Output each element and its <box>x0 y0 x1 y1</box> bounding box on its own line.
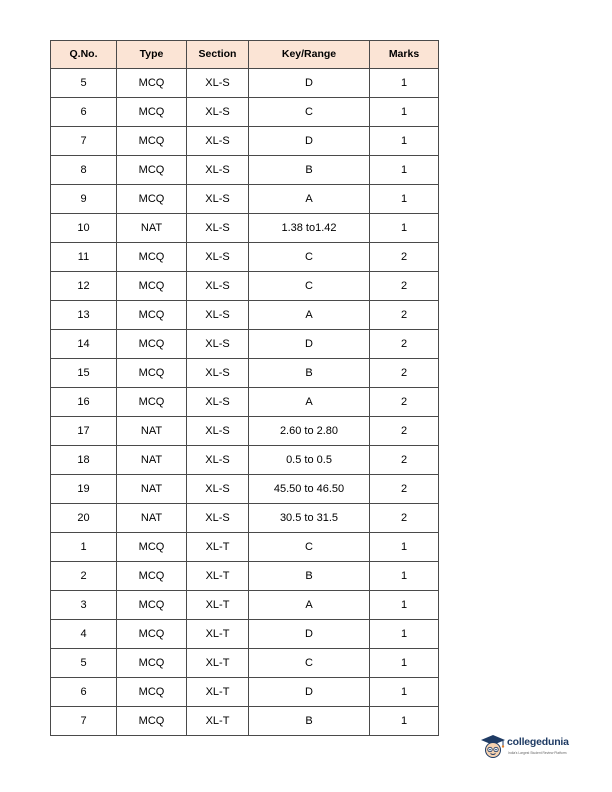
cell-qno: 4 <box>51 620 117 649</box>
cell-qno: 5 <box>51 69 117 98</box>
cell-section: XL-S <box>187 446 249 475</box>
header-key-range: Key/Range <box>249 41 370 69</box>
table-row <box>51 620 439 649</box>
cell-key-range: C <box>249 649 370 678</box>
table-row <box>51 243 439 272</box>
cell-type: MCQ <box>117 591 187 620</box>
table-row <box>51 359 439 388</box>
cell-marks: 1 <box>370 98 439 127</box>
cell-section: XL-S <box>187 243 249 272</box>
table-row <box>51 330 439 359</box>
cell-qno: 14 <box>51 330 117 359</box>
cell-type: MCQ <box>117 272 187 301</box>
table-row <box>51 533 439 562</box>
graduate-mascot-icon <box>480 733 506 759</box>
cell-qno: 2 <box>51 562 117 591</box>
cell-section: XL-S <box>187 301 249 330</box>
table-row <box>51 388 439 417</box>
cell-section: XL-S <box>187 98 249 127</box>
cell-type: MCQ <box>117 707 187 736</box>
cell-type: MCQ <box>117 678 187 707</box>
cell-key-range: C <box>249 243 370 272</box>
table-row <box>51 475 439 504</box>
table-header-row <box>51 41 439 69</box>
cell-qno: 7 <box>51 127 117 156</box>
cell-marks: 1 <box>370 562 439 591</box>
cell-section: XL-T <box>187 591 249 620</box>
cell-section: XL-S <box>187 359 249 388</box>
cell-marks: 2 <box>370 359 439 388</box>
logo-tagline: India's Largest Student Review Platform <box>508 751 567 755</box>
cell-qno: 15 <box>51 359 117 388</box>
header-marks: Marks <box>370 41 439 69</box>
cell-marks: 1 <box>370 533 439 562</box>
cell-key-range: 45.50 to 46.50 <box>249 475 370 504</box>
cell-key-range: 1.38 to1.42 <box>249 214 370 243</box>
cell-type: MCQ <box>117 156 187 185</box>
cell-section: XL-T <box>187 707 249 736</box>
cell-marks: 2 <box>370 272 439 301</box>
cell-section: XL-S <box>187 127 249 156</box>
cell-qno: 9 <box>51 185 117 214</box>
table-row <box>51 69 439 98</box>
cell-qno: 6 <box>51 678 117 707</box>
cell-key-range: D <box>249 69 370 98</box>
cell-section: XL-T <box>187 649 249 678</box>
cell-section: XL-S <box>187 272 249 301</box>
cell-qno: 20 <box>51 504 117 533</box>
cell-marks: 2 <box>370 330 439 359</box>
cell-type: MCQ <box>117 330 187 359</box>
cell-section: XL-S <box>187 330 249 359</box>
cell-type: MCQ <box>117 533 187 562</box>
cell-type: MCQ <box>117 127 187 156</box>
collegedunia-logo <box>480 732 600 762</box>
cell-section: XL-S <box>187 185 249 214</box>
cell-marks: 1 <box>370 156 439 185</box>
cell-qno: 12 <box>51 272 117 301</box>
table-row <box>51 562 439 591</box>
table-row <box>51 98 439 127</box>
cell-key-range: B <box>249 156 370 185</box>
cell-section: XL-T <box>187 678 249 707</box>
cell-section: XL-S <box>187 388 249 417</box>
cell-section: XL-T <box>187 533 249 562</box>
table-row <box>51 649 439 678</box>
cell-marks: 2 <box>370 446 439 475</box>
cell-marks: 2 <box>370 475 439 504</box>
cell-type: NAT <box>117 475 187 504</box>
cell-section: XL-S <box>187 156 249 185</box>
cell-key-range: B <box>249 359 370 388</box>
cell-type: NAT <box>117 446 187 475</box>
cell-key-range: A <box>249 301 370 330</box>
cell-key-range: B <box>249 707 370 736</box>
cell-qno: 7 <box>51 707 117 736</box>
cell-marks: 1 <box>370 620 439 649</box>
header-qno: Q.No. <box>51 41 117 69</box>
cell-key-range: C <box>249 272 370 301</box>
cell-type: NAT <box>117 417 187 446</box>
table-row <box>51 156 439 185</box>
cell-marks: 1 <box>370 69 439 98</box>
cell-qno: 1 <box>51 533 117 562</box>
cell-key-range: A <box>249 185 370 214</box>
cell-type: MCQ <box>117 301 187 330</box>
header-section: Section <box>187 41 249 69</box>
cell-marks: 2 <box>370 417 439 446</box>
table-row <box>51 707 439 736</box>
cell-key-range: B <box>249 562 370 591</box>
cell-marks: 1 <box>370 591 439 620</box>
cell-qno: 8 <box>51 156 117 185</box>
cell-qno: 17 <box>51 417 117 446</box>
cell-key-range: A <box>249 591 370 620</box>
table-row <box>51 678 439 707</box>
cell-marks: 1 <box>370 707 439 736</box>
cell-key-range: A <box>249 388 370 417</box>
table-row <box>51 504 439 533</box>
cell-type: MCQ <box>117 359 187 388</box>
cell-type: MCQ <box>117 243 187 272</box>
cell-type: MCQ <box>117 185 187 214</box>
cell-type: MCQ <box>117 98 187 127</box>
answer-key-table <box>50 40 439 736</box>
cell-key-range: C <box>249 533 370 562</box>
table-row <box>51 127 439 156</box>
cell-qno: 19 <box>51 475 117 504</box>
cell-type: MCQ <box>117 562 187 591</box>
cell-section: XL-S <box>187 475 249 504</box>
logo-wordmark: collegedunia <box>507 736 569 748</box>
cell-marks: 2 <box>370 504 439 533</box>
cell-qno: 11 <box>51 243 117 272</box>
cell-key-range: 0.5 to 0.5 <box>249 446 370 475</box>
cell-section: XL-T <box>187 620 249 649</box>
cell-key-range: D <box>249 330 370 359</box>
cell-key-range: D <box>249 127 370 156</box>
table-row <box>51 272 439 301</box>
table-row <box>51 417 439 446</box>
cell-section: XL-S <box>187 69 249 98</box>
cell-type: MCQ <box>117 69 187 98</box>
cell-section: XL-T <box>187 562 249 591</box>
cell-marks: 1 <box>370 185 439 214</box>
cell-qno: 10 <box>51 214 117 243</box>
cell-marks: 2 <box>370 301 439 330</box>
cell-type: MCQ <box>117 620 187 649</box>
cell-qno: 18 <box>51 446 117 475</box>
cell-marks: 2 <box>370 388 439 417</box>
cell-marks: 1 <box>370 649 439 678</box>
cell-qno: 16 <box>51 388 117 417</box>
cell-type: NAT <box>117 214 187 243</box>
cell-marks: 1 <box>370 127 439 156</box>
cell-section: XL-S <box>187 214 249 243</box>
cell-qno: 6 <box>51 98 117 127</box>
cell-type: MCQ <box>117 388 187 417</box>
cell-marks: 1 <box>370 678 439 707</box>
cell-key-range: D <box>249 620 370 649</box>
cell-key-range: C <box>249 98 370 127</box>
cell-marks: 1 <box>370 214 439 243</box>
cell-qno: 3 <box>51 591 117 620</box>
cell-qno: 5 <box>51 649 117 678</box>
header-type: Type <box>117 41 187 69</box>
table-row <box>51 185 439 214</box>
table-row <box>51 214 439 243</box>
table-row <box>51 301 439 330</box>
cell-key-range: D <box>249 678 370 707</box>
cell-key-range: 2.60 to 2.80 <box>249 417 370 446</box>
cell-type: MCQ <box>117 649 187 678</box>
cell-key-range: 30.5 to 31.5 <box>249 504 370 533</box>
table-row <box>51 446 439 475</box>
cell-section: XL-S <box>187 417 249 446</box>
cell-type: NAT <box>117 504 187 533</box>
cell-marks: 2 <box>370 243 439 272</box>
cell-section: XL-S <box>187 504 249 533</box>
cell-qno: 13 <box>51 301 117 330</box>
table-row <box>51 591 439 620</box>
